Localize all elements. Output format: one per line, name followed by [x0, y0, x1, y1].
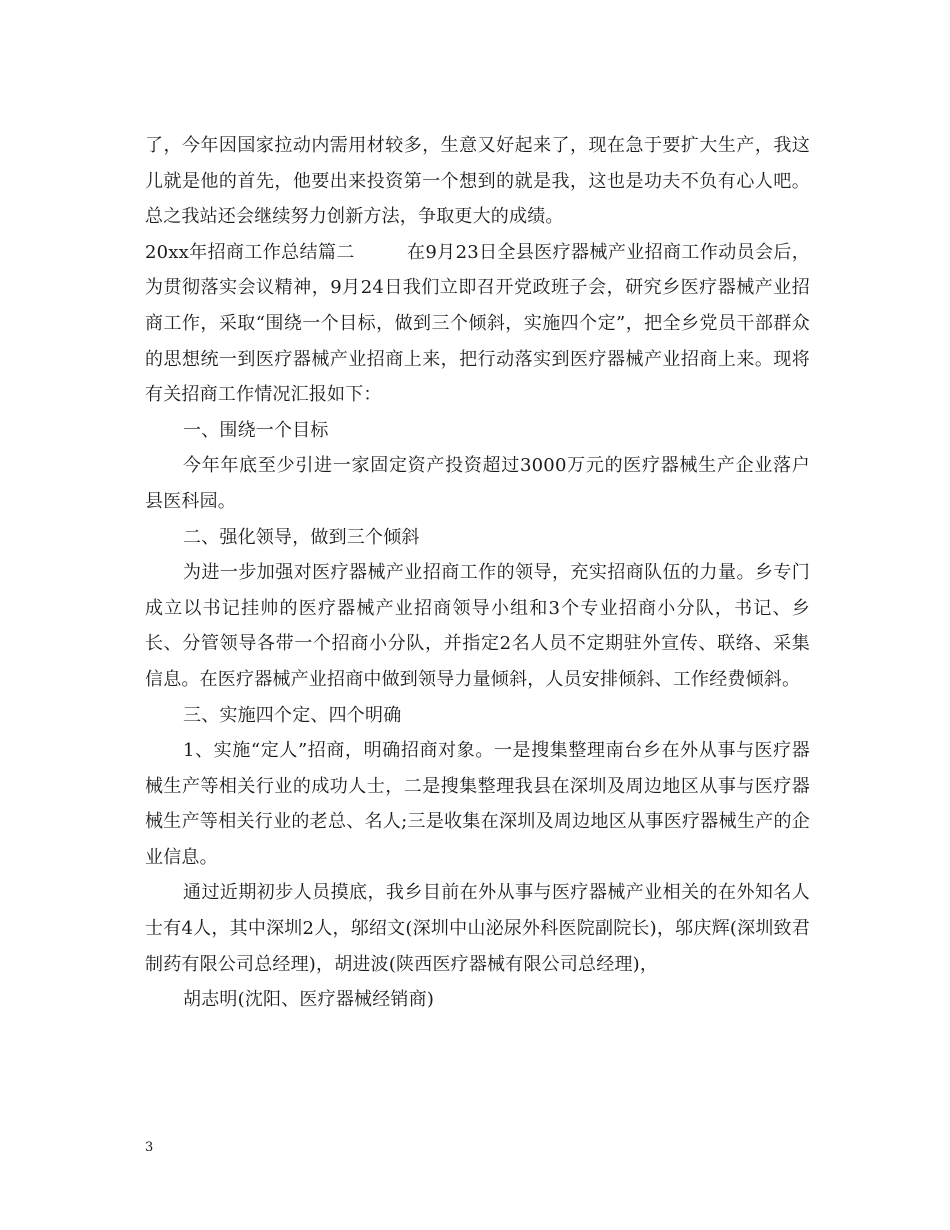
section-title: 20xx年招商工作总结篇二	[145, 241, 355, 263]
paragraph-continuation: 了，今年因国家拉动内需用材较多，生意又好起来了，现在急于要扩大生产，我这儿就是他的首先，他要出来投资第一个想到的就是我，这也是功夫不负有心人吧。总之我站还会继续努力创新方法，争取更大的成绩。	[145, 135, 810, 228]
paragraph-item-one: 1、实施“定人”招商，明确招商对象。一是搜集整理南台乡在外从事与医疗器械生产等相关行业的成功人士，二是搜集整理我县在深圳及周边地区从事与医疗器械生产等相关行业的老总、名人;三是收集在深圳及周边地区从事医疗器械生产的企业信息。	[145, 740, 810, 868]
paragraph-section-title	[145, 235, 810, 413]
page-number: 3	[145, 1140, 154, 1155]
heading-three: 三、实施四个定、四个明确	[183, 704, 402, 726]
paragraph-goal: 今年年底至少引进一家固定资产投资超过3000万元的医疗器械生产企业落户县医科园。	[145, 455, 810, 512]
body-text	[145, 128, 810, 1018]
heading-one: 一、围绕一个目标	[183, 419, 329, 441]
paragraph-leadership: 为进一步加强对医疗器械产业招商工作的领导，充实招商队伍的力量。乡专门成立以书记挂帅的医疗器械产业招商领导小组和3个专业招商小分队，书记、乡长、分管领导各带一个招商小分队，并指定2名人员不定期驻外宣传、联络、采集信息。在医疗器械产业招商中做到领导力量倾斜，人员安排倾斜、工作经费倾斜。	[145, 562, 810, 690]
heading-two: 二、强化领导，做到三个倾斜	[183, 526, 420, 548]
paragraph-last: 胡志明(沈阳、医疗器械经销商)	[183, 989, 435, 1011]
paragraph-survey: 通过近期初步人员摸底，我乡目前在外从事与医疗器械产业相关的在外知名人士有4人，其中深圳2人，邬绍文(深圳中山泌尿外科医院副院长)，邬庆辉(深圳致君制药有限公司总经理)，胡进波(陕西医疗器械有限公司总经理)，	[145, 882, 810, 975]
section-intro: 在9月23日全县医疗器械产业招商工作动员会后，为贯彻落实会议精神，9月24日我们立即召开党政班子会，研究乡医疗器械产业招商工作，采取“围绕一个目标，做到三个倾斜，实施四个定”，把全乡党员干部群众的思想统一到医疗器械产业招商上来，把行动落实到医疗器械产业招商上来。现将有关招商工作情况汇报如下：	[145, 241, 810, 406]
